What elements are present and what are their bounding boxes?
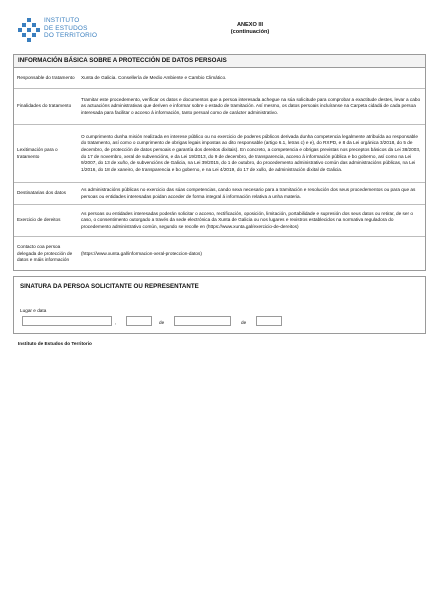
row-value: As persoas ou entidades interesadas poderán solicitar o acceso, rectificación, oposición, limitación, portabilidade e supresión dos seus datos ou retirar, de ser o caso, o consentimento outorgado a través da sede electrónica da Xunta de Galicia ou nos lugares e rexistros establecidos na normativa reguladora do procedemento administrativo común, segundo se recolle en (https://www.xunta.gal/exercicio-de-dereitos)	[81, 210, 413, 229]
annex-heading	[200, 22, 300, 36]
logo-line: DO TERRITORIO	[44, 32, 98, 40]
date-separator: de	[159, 320, 165, 325]
row-value: O cumprimento dunha misión realizada en interese público ou no exercicio de poderes públicos derivada dunha competencia legalmente atribuída ao responsable do tratamento, así como o cumprimento de obrigas legais impostas ao dito responsable (artigo 6.1, letras c) e e), do RXPD, e 8 da Lei orgánica 3/2018, do 5 de decembro, de protección de datos persoais e garantía dos dereitos dixitais). En concreto, a competencia e obrigas previstas nos preceptos básicos da Lei 38/2003, do 17 de novembro, xeral de subvencións, e da Lei 19/2013, do 9 de decembro, de transparencia, acceso á información pública e bo goberno, así como na Lei 9/2007, do 13 de xuño, de subvencións de Galicia, na Lei 39/2015, do 1 de outubro, do procedemento administrativo común das administracións públicas, na Lei 1/2016, do 18 de xaneiro, de transparencia e bo goberno, e na Lei 4/2019, do 17 de xullo, de administración dixital de Galicia.	[81, 133, 421, 172]
table-row	[14, 183, 425, 205]
year-input[interactable]	[256, 316, 282, 326]
data-protection-table	[13, 54, 426, 271]
month-input[interactable]	[174, 316, 231, 326]
institution-logo	[18, 16, 138, 50]
table-row	[14, 89, 425, 125]
row-value: Xunta de Galicia. Consellería de Medio Ambiente e Cambio Climático.	[81, 74, 227, 80]
row-value: (https://www.xunta.gal/informacion-xeral-proteccion-datos)	[81, 250, 202, 256]
logo-line: DE ESTUDOS	[44, 24, 88, 32]
date-separator: de	[241, 320, 247, 325]
row-value: Tramitar este procedemento, verificar os datos e documentos que a persoa interesada achegue na súa solicitude para comprobar a exactitude destes, levar a cabo as actuacións administrativas que deriven e informar sobre o estado de tramitación. Así mesmo, os datos persoais incluíranse na Carpeta cidadá de cada persoa interesada para facilitar o acceso á información, tanto persoal como de carácter administrativo.	[81, 96, 421, 115]
signature-title: SINATURA DA PERSOA SOLICITANTE OU REPRESENTANTE	[20, 283, 199, 290]
row-value: As administracións públicas no exercicio das súas competencias, cando sexa necesario para a tramitación e resolución dos seus procedementos ou para que as persoas ou entidades interesadas poidan acceder de forma integral á información relativa a unha materia.	[81, 186, 416, 199]
footer-institution: Instituto de Estudos do Territorio	[18, 341, 92, 346]
day-input[interactable]	[126, 316, 152, 326]
row-label: Responsable do tratamento	[17, 74, 75, 80]
row-label: Exercicio de dereitos	[17, 217, 61, 223]
annex-subtitle: (continuación)	[230, 29, 270, 35]
signature-section	[13, 276, 426, 334]
place-date-label: Lugar e data	[20, 308, 47, 313]
row-label: Lexitimación para o tratamento	[17, 147, 58, 159]
annex-title: ANEXO III	[236, 22, 264, 28]
logo-line: INSTITUTO	[44, 17, 80, 24]
place-input[interactable]	[22, 316, 112, 326]
row-label: Finalidades do tratamento	[17, 103, 72, 109]
row-label: Contacto coa persoa delegada de protección de datos e máis información	[17, 244, 73, 263]
date-separator: ,	[115, 320, 117, 325]
table-row	[14, 237, 425, 271]
table-row	[14, 68, 425, 89]
table-row	[14, 125, 425, 183]
logo-text	[44, 17, 97, 40]
galicia-logo-icon	[18, 18, 40, 44]
table-row	[14, 205, 425, 237]
row-label: Destinatarias dos datos	[17, 190, 66, 196]
data-protection-title: INFORMACIÓN BÁSICA SOBRE A PROTECCIÓN DE DATOS PERSOAIS	[14, 55, 425, 68]
